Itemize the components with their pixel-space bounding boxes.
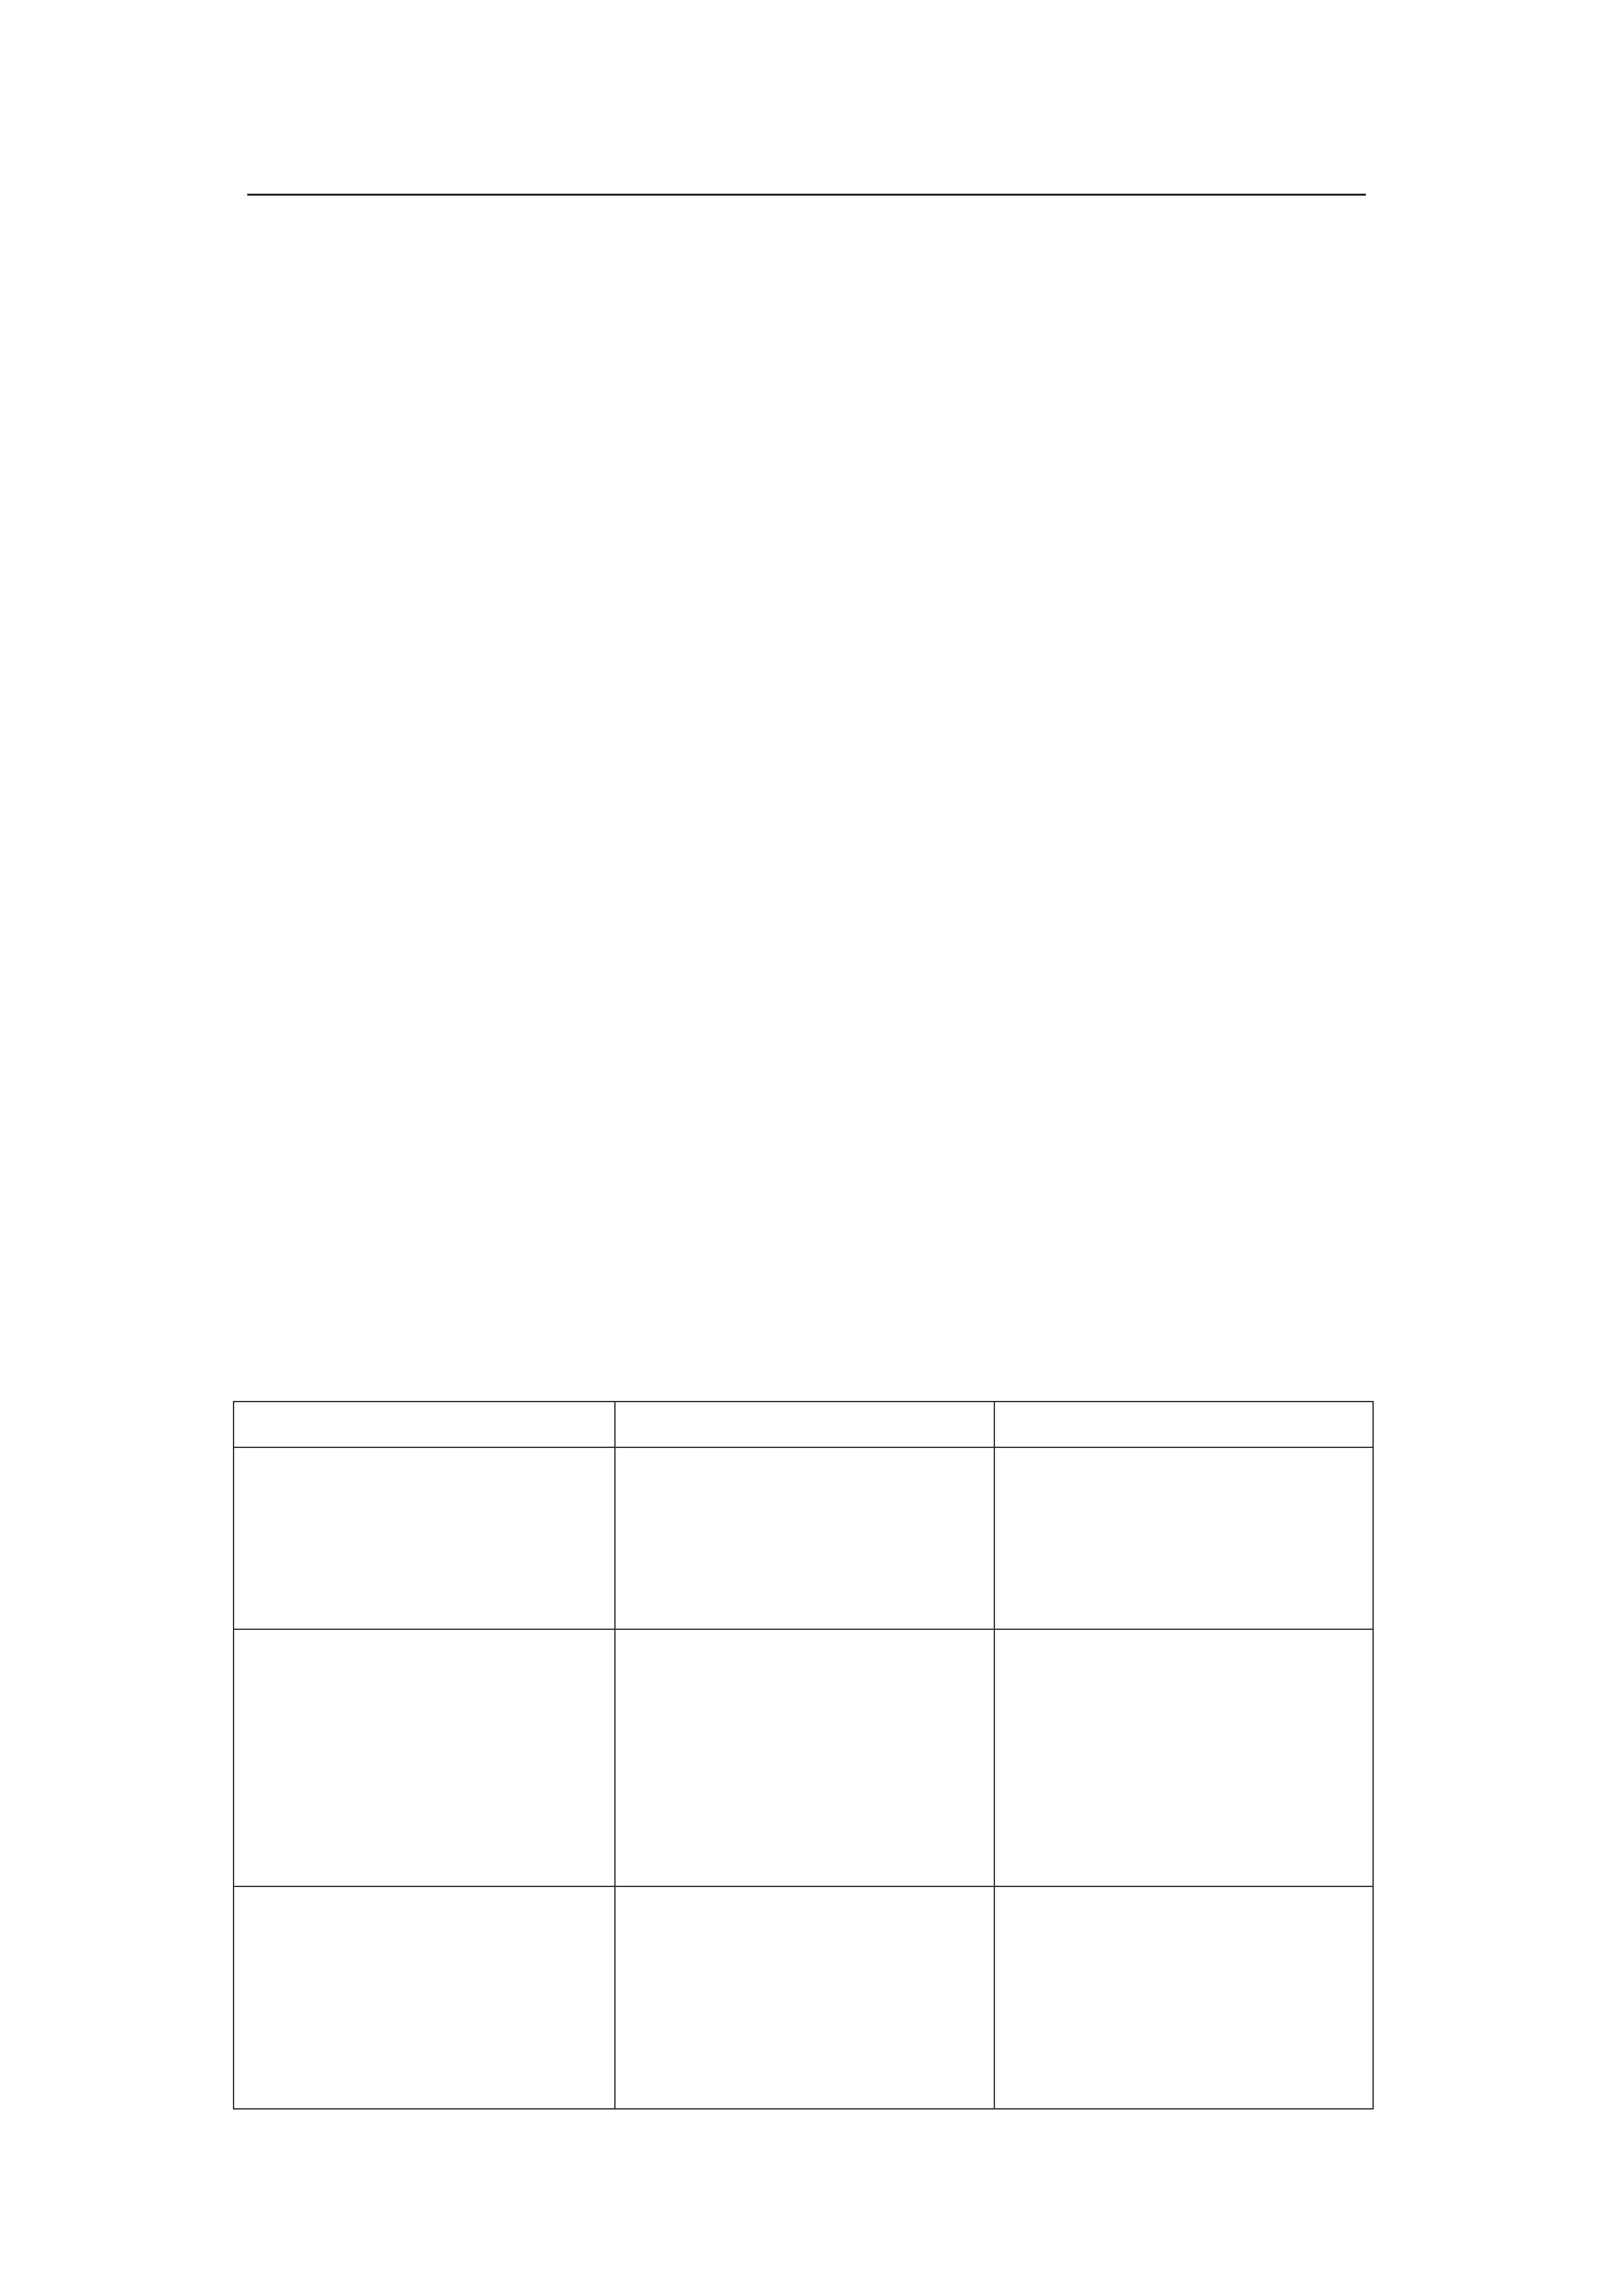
with-crs-cell [994, 1447, 1373, 1629]
bullet-icon [630, 1935, 695, 2065]
paragraph-line [247, 862, 1399, 951]
table-row [234, 1447, 1373, 1629]
paragraph-line [247, 686, 1399, 774]
list-item [616, 1453, 994, 1496]
grade-label [249, 1892, 606, 1935]
paragraph-line [247, 1305, 1399, 1393]
paragraph-line [247, 1128, 1399, 1216]
with-crs-cell [994, 1629, 1373, 1886]
body-paragraph [247, 243, 1399, 1393]
list-item [995, 1892, 1372, 1979]
grade-desc-line [249, 1979, 606, 2022]
grade-label [249, 1635, 606, 1678]
grade-desc-line [249, 2065, 606, 2108]
paragraph-line [247, 509, 1399, 597]
no-crs-cell [615, 1629, 994, 1886]
bullet-icon [630, 1678, 695, 1851]
bullet-icon [1009, 1892, 1075, 1979]
paragraph-line [247, 243, 1399, 332]
list-item [616, 2065, 994, 2108]
paragraph-line [247, 597, 1399, 686]
list-item [995, 1635, 1372, 1722]
bullet-icon [1009, 1453, 1075, 1583]
list-item [995, 1722, 1372, 1808]
grade-cell [234, 1886, 615, 2109]
neurotoxicity-table [233, 1401, 1374, 2110]
header-no-crs [615, 1402, 994, 1447]
grade-desc-line [249, 1540, 606, 1583]
paragraph-line [247, 774, 1399, 862]
grade-desc-line [249, 1722, 606, 1765]
paragraph-line [247, 420, 1399, 508]
paragraph-line [247, 951, 1399, 1040]
grade-cell [234, 1629, 615, 1886]
grade-desc-line [249, 2022, 606, 2065]
paragraph-line [247, 332, 1399, 420]
list-item [995, 1453, 1372, 1583]
table-row [234, 1886, 1373, 2109]
paragraph-line [247, 1216, 1399, 1305]
bullet-icon [1009, 1722, 1075, 1808]
bullet-icon [630, 2065, 695, 2108]
bullet-icon [1009, 1635, 1075, 1722]
with-crs-cell [994, 1886, 1373, 2109]
list-item [616, 1678, 994, 1851]
header-icans-grade [234, 1402, 615, 1447]
paragraph-line [247, 1040, 1399, 1128]
table-header-row [234, 1402, 1373, 1447]
no-crs-cell [615, 1447, 994, 1629]
list-item [616, 1635, 994, 1678]
no-crs-cell [615, 1886, 994, 2109]
grade-desc-line [249, 1496, 606, 1540]
bullet-icon [630, 1892, 695, 1935]
grade-cell [234, 1447, 615, 1629]
grade-desc-line [249, 1678, 606, 1722]
header-with-crs [994, 1402, 1373, 1447]
table-row [234, 1629, 1373, 1886]
grade-label [249, 1453, 606, 1496]
list-item [616, 1935, 994, 2065]
header-rule [247, 194, 1366, 196]
grade-desc-line [249, 1935, 606, 1979]
bullet-icon [630, 1453, 695, 1496]
list-item [616, 1892, 994, 1935]
bullet-icon [630, 1635, 695, 1678]
